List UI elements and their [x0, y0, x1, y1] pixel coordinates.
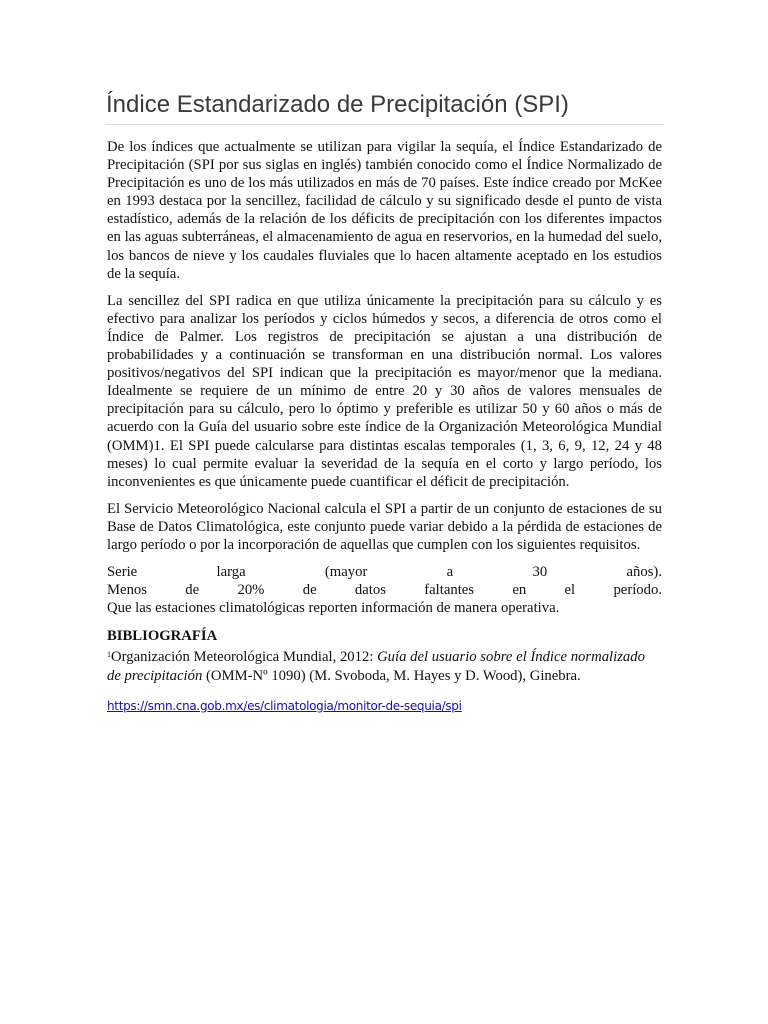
source-link[interactable]: https://smn.cna.gob.mx/es/climatologia/monitor-de-sequia/spi: [107, 698, 462, 713]
bibliography-heading: BIBLIOGRAFÍA: [107, 628, 218, 645]
paragraph-intro: De los índices que actualmente se utilizan para vigilar la sequía, el Índice Estandarizado de Precipitación (SPI por sus siglas en inglés) también conocido como el Índice Normalizado de Precipitación es uno de los más utilizados en más de 70 países. Este índice creado por McKee en 1993 destaca por la sencillez, facilidad de cálculo y su significado desde el punto de vista estadístico, además de la relación de los déficits de precipitación con los diferentes impactos en las aguas subterráneas, el almacenamiento de agua en reservorios, en la humedad del suelo, los bancos de nieve y los caudales fluviales que lo hacen altamente aceptado en los estudios de la sequía.: [107, 139, 662, 282]
bibliography-entry: [107, 646, 662, 684]
footnote-mark: 1: [107, 650, 111, 660]
page-title: Índice Estandarizado de Precipitación (SPI): [106, 88, 664, 125]
bibliography-entry-end: (OMM-Nº 1090) (M. Svoboda, M. Hayes y D. Wood), Ginebra.: [202, 667, 581, 684]
document-body: [107, 138, 662, 715]
paragraph-method: La sencillez del SPI radica en que utiliza únicamente la precipitación para su cálculo y es efectivo para analizar los períodos y ciclos húmedos y secos, a diferencia de otros como el Índice de Palmer. Los registros de precipitación se ajustan a una distribución de probabilidades y a continuación se transforman en una distribución normal. Los valores positivos/negativos del SPI indican que la precipitación es mayor/menor que la mediana. Idealmente se requiere de un mínimo de entre 20 y 30 años de valores mensuales de precipitación para su cálculo, pero lo óptimo y preferible es utilizar 50 y 60 años o más de acuerdo con la Guía del usuario sobre este índice de la Organización Meteorológica Mundial (OMM)1. El SPI puede calcularse para distintas escalas temporales (1, 3, 6, 9, 12, 24 y 48 meses) lo cual permite evaluar la severidad de la sequía en el corto y largo período, los inconvenientes es que únicamente puede cuantificar el déficit de precipitación.: [107, 292, 662, 490]
bibliography-entry-start: Organización Meteorológica Mundial, 2012:: [111, 649, 378, 666]
paragraph-smn: El Servicio Meteorológico Nacional calcula el SPI a partir de un conjunto de estaciones de su Base de Datos Climatológica, este conjunto puede variar debido a la pérdida de estaciones de largo período o por la incorporación de aquellas que cumplen con los siguientes requisitos.: [107, 500, 662, 553]
requirement-item: Menos de 20% de datos faltantes en el período.: [107, 582, 662, 599]
requirement-item: Serie larga (mayor a 30 años).: [107, 564, 662, 581]
requirement-item: Que las estaciones climatológicas reporten información de manera operativa.: [107, 600, 560, 617]
requirements-list: [107, 563, 662, 617]
bibliography-entry-title: Guía del usuario sobre el Índice normalizado de precipitación: [107, 649, 645, 684]
